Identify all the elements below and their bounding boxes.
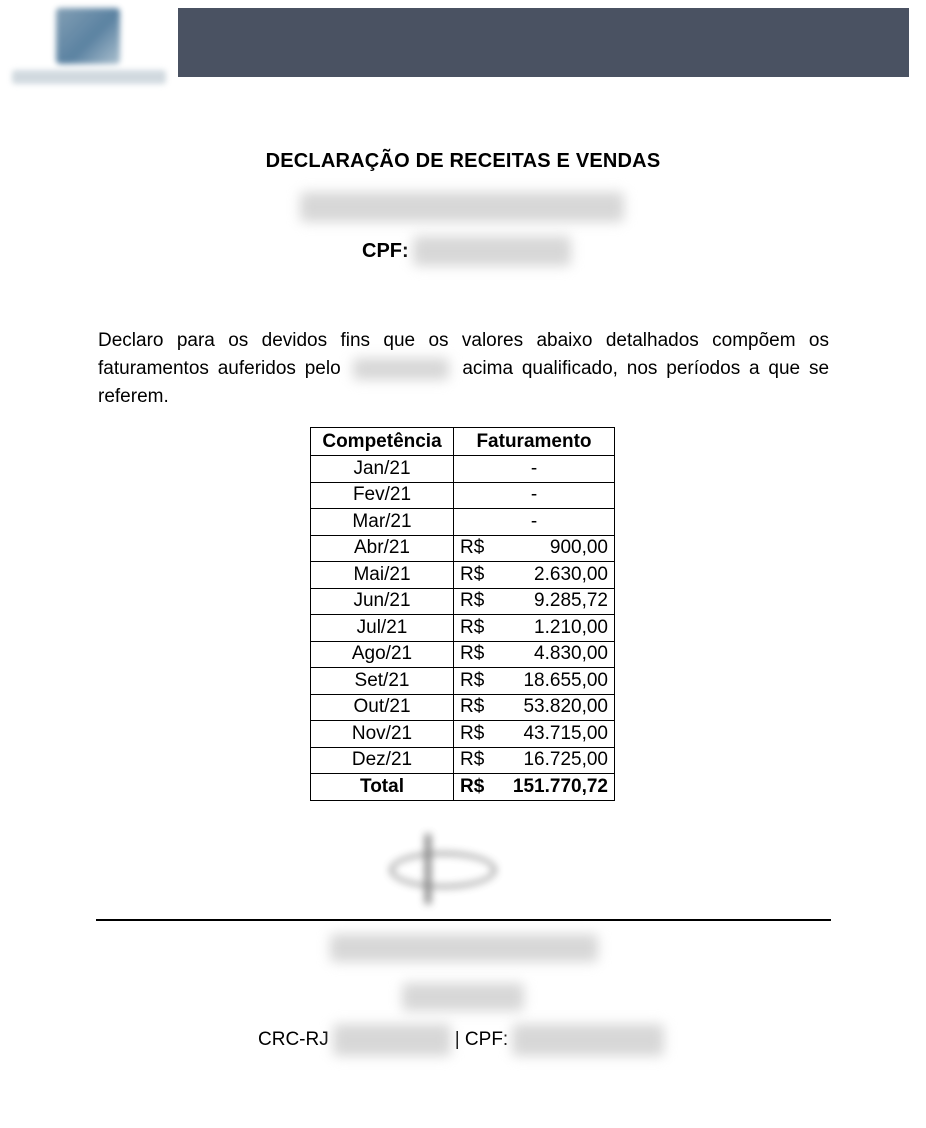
period-cell: Dez/21 xyxy=(311,747,454,774)
amount-wrap xyxy=(460,564,608,586)
amount-cell xyxy=(454,747,615,774)
amount-dash: - xyxy=(530,484,538,506)
amount-wrap xyxy=(460,617,608,639)
signature xyxy=(370,832,510,908)
currency-label: R$ xyxy=(460,749,485,771)
amount-cell xyxy=(454,588,615,615)
amount-value: 4.830,00 xyxy=(534,643,608,665)
period-cell: Ago/21 xyxy=(311,641,454,668)
company-logo xyxy=(6,0,166,98)
amount-cell xyxy=(454,694,615,721)
period-cell: Out/21 xyxy=(311,694,454,721)
amount-dash: - xyxy=(530,510,538,532)
period-cell: Fev/21 xyxy=(311,482,454,509)
amount-value: 18.655,00 xyxy=(523,669,608,691)
table-row xyxy=(311,747,615,774)
period-cell: Jul/21 xyxy=(311,615,454,642)
period-cell: Mar/21 xyxy=(311,509,454,536)
header-banner xyxy=(178,8,909,77)
redacted-footer-cpf xyxy=(512,1024,664,1056)
cpf-label: CPF: xyxy=(362,239,409,262)
amount-cell xyxy=(454,641,615,668)
amount-value: 53.820,00 xyxy=(523,696,608,718)
table-row xyxy=(311,641,615,668)
total-value: 151.770,72 xyxy=(512,775,608,797)
redacted-crc-number xyxy=(333,1024,451,1056)
redacted-inline-name xyxy=(353,358,449,380)
table-header-row xyxy=(311,428,615,456)
amount-wrap xyxy=(460,537,608,559)
period-cell: Jan/21 xyxy=(311,456,454,483)
table-row xyxy=(311,509,615,536)
table-row xyxy=(311,588,615,615)
crc-line xyxy=(258,1024,664,1056)
table-body xyxy=(311,456,615,801)
table-row xyxy=(311,615,615,642)
document-title: DECLARAÇÃO DE RECEITAS E VENDAS xyxy=(265,150,661,172)
redacted-name xyxy=(300,192,624,222)
currency-label: R$ xyxy=(460,696,485,718)
total-label: Total xyxy=(311,774,454,801)
amount-value: 16.725,00 xyxy=(523,749,608,771)
revenue-table xyxy=(310,427,615,801)
currency-label: R$ xyxy=(460,537,485,559)
redacted-cpf xyxy=(413,236,571,266)
amount-cell xyxy=(454,615,615,642)
period-cell: Jun/21 xyxy=(311,588,454,615)
table-row xyxy=(311,694,615,721)
redacted-accountant-role xyxy=(402,983,524,1011)
header-faturamento: Faturamento xyxy=(454,428,615,456)
table-row xyxy=(311,482,615,509)
logo-mark xyxy=(56,8,120,64)
currency-label: R$ xyxy=(460,722,485,744)
amount-value: 9.285,72 xyxy=(534,590,608,612)
currency-label: R$ xyxy=(460,775,485,797)
footer-cpf-label: | CPF: xyxy=(454,1029,509,1050)
amount-wrap xyxy=(460,723,608,745)
amount-cell xyxy=(454,456,615,483)
amount-cell xyxy=(454,668,615,695)
period-cell: Nov/21 xyxy=(311,721,454,748)
amount-cell xyxy=(454,482,615,509)
table-row xyxy=(311,668,615,695)
cpf-line xyxy=(362,236,571,266)
amount-value: 43.715,00 xyxy=(523,722,608,744)
amount-wrap xyxy=(460,776,608,798)
amount-wrap xyxy=(460,590,608,612)
amount-cell xyxy=(454,721,615,748)
currency-label: R$ xyxy=(460,563,485,585)
table-row xyxy=(311,562,615,589)
amount-value: 900,00 xyxy=(549,537,608,559)
redacted-accountant-name xyxy=(330,934,598,962)
period-cell: Abr/21 xyxy=(311,535,454,562)
amount-wrap xyxy=(460,749,608,771)
period-cell: Mai/21 xyxy=(311,562,454,589)
declaration-part2: acima qualificado, nos períodos a que se referem. xyxy=(98,358,830,407)
declaration-part1: Declaro para os devidos fins que os valores abaixo detalhados compõem os faturamentos auferidos pelo xyxy=(98,330,829,379)
table-row xyxy=(311,721,615,748)
total-row xyxy=(311,774,615,801)
table-row xyxy=(311,456,615,483)
amount-wrap xyxy=(460,696,608,718)
amount-dash: - xyxy=(530,457,538,479)
amount-cell xyxy=(454,562,615,589)
amount-cell xyxy=(454,509,615,536)
logo-tagline xyxy=(12,70,166,84)
crc-label: CRC-RJ xyxy=(258,1029,329,1050)
table-row xyxy=(311,535,615,562)
currency-label: R$ xyxy=(460,590,485,612)
currency-label: R$ xyxy=(460,616,485,638)
amount-wrap xyxy=(460,643,608,665)
amount-value: 1.210,00 xyxy=(534,616,608,638)
amount-value: 2.630,00 xyxy=(534,563,608,585)
total-amount-cell xyxy=(454,774,615,801)
currency-label: R$ xyxy=(460,643,485,665)
amount-cell xyxy=(454,535,615,562)
header-competencia: Competência xyxy=(311,428,454,456)
period-cell: Set/21 xyxy=(311,668,454,695)
signature-line xyxy=(96,919,831,921)
currency-label: R$ xyxy=(460,669,485,691)
amount-wrap xyxy=(460,670,608,692)
declaration-text xyxy=(98,327,829,411)
